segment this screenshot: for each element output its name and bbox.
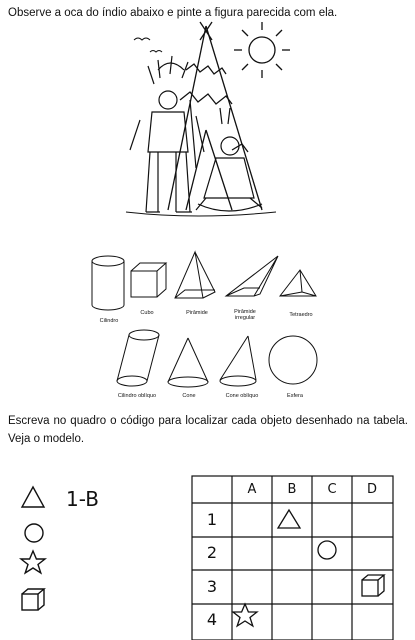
cylinder-icon xyxy=(92,256,124,310)
grid-triangle-icon xyxy=(278,510,300,528)
grid-star-icon xyxy=(233,604,257,626)
grid-col-a: A xyxy=(247,482,257,497)
oblique-cylinder-icon xyxy=(117,330,159,386)
pyramid-icon xyxy=(175,252,215,298)
label-cone: Cone xyxy=(182,393,196,399)
cube-icon xyxy=(131,263,166,297)
label-esfera: Esfera xyxy=(287,393,303,399)
grid-cube-icon xyxy=(362,575,384,596)
native-woman-figure xyxy=(196,108,262,211)
native-man-figure xyxy=(130,56,204,212)
grid-col-b: B xyxy=(287,482,297,497)
model-answer: 1-B xyxy=(66,487,99,511)
grid-row-4: 4 xyxy=(206,610,218,629)
grid-col-d: D xyxy=(366,482,377,497)
grid-col-c: C xyxy=(327,482,337,497)
grid-row-2: 2 xyxy=(206,543,218,562)
label-cone-obliquo: Cone oblíquo xyxy=(225,393,259,399)
teepee-icon xyxy=(168,22,262,210)
label-tetraedro: Tetraedro xyxy=(289,312,313,318)
instruction-grid: Escreva no quadro o código para localizar cada objeto desenhado na tabela. Veja o modelo. xyxy=(8,415,408,445)
triangle-icon xyxy=(22,487,44,507)
grid-row-1: 1 xyxy=(206,510,218,529)
instruction-top: Observe a oca do índio abaixo e pinte a figura parecida com ela. xyxy=(8,7,338,19)
label-cubo: Cubo xyxy=(140,310,154,316)
label-cilindro: Cilindro xyxy=(99,318,119,324)
grid-row-3: 3 xyxy=(206,577,218,596)
sun-icon xyxy=(234,22,290,78)
star-icon xyxy=(21,551,45,573)
circle-icon xyxy=(25,524,43,542)
grid-circle-icon xyxy=(318,541,336,559)
label-piramide-irregular: Pirâmide irregular xyxy=(234,309,256,321)
cone-icon xyxy=(168,338,208,387)
sphere-icon xyxy=(269,336,317,384)
cube-icon xyxy=(22,589,44,610)
oblique-cone-icon xyxy=(220,336,256,386)
label-piramide: Pirâmide xyxy=(186,310,208,316)
irregular-pyramid-icon xyxy=(226,256,278,296)
tetrahedron-icon xyxy=(280,270,316,296)
label-cilindro-obliquo: Cilindro oblíquo xyxy=(117,393,157,399)
